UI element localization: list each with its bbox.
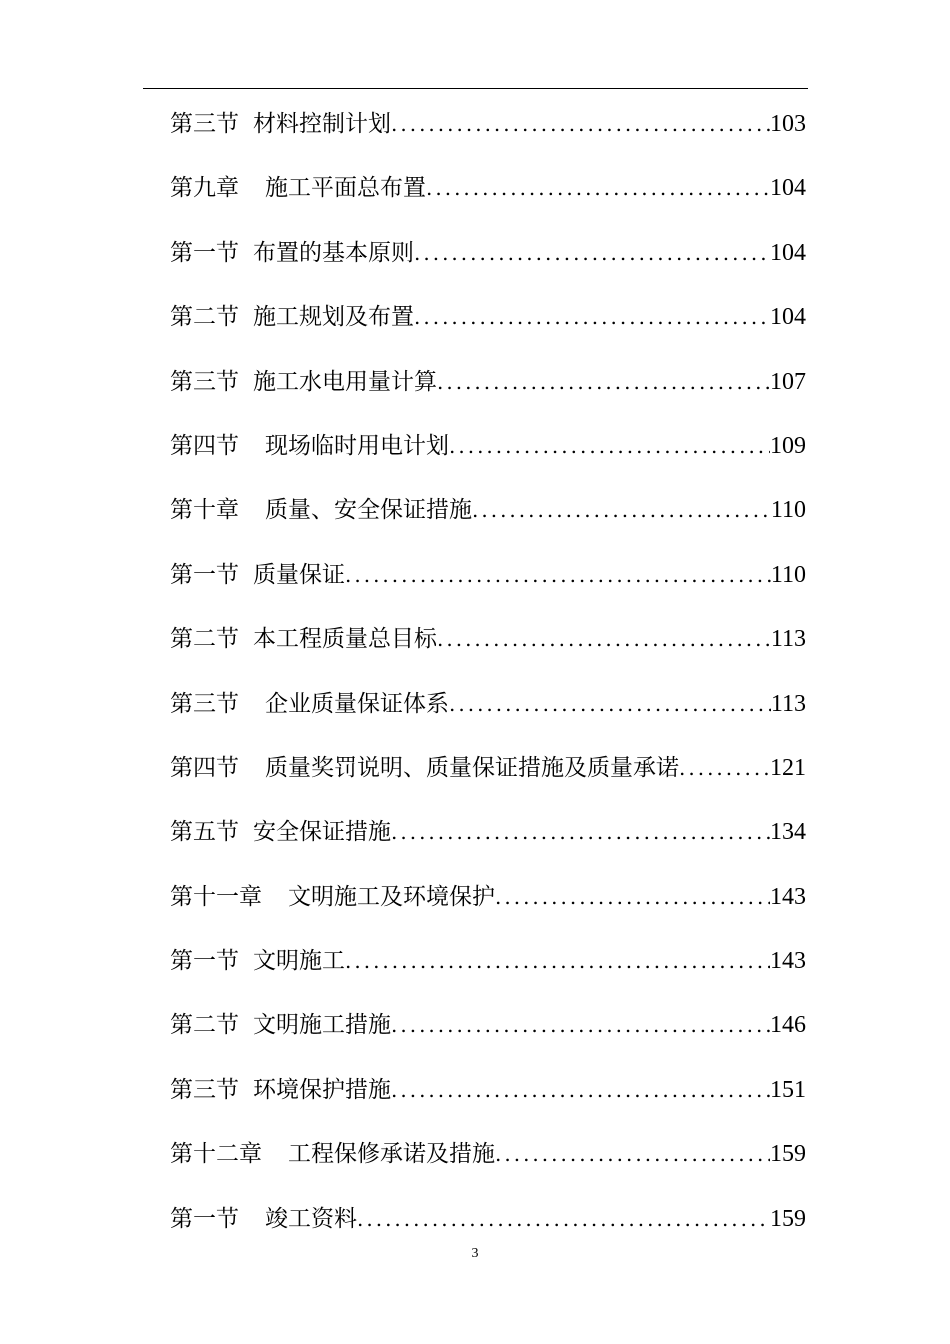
toc-dot-leader bbox=[472, 484, 771, 536]
toc-entry-title: 环境保护措施 bbox=[253, 1076, 391, 1103]
toc-entry-title: 材料控制计划 bbox=[253, 111, 391, 137]
toc-entry-number: 第四节 bbox=[170, 432, 239, 459]
toc-entry-page: 103 bbox=[770, 111, 806, 137]
toc-entry-page: 121 bbox=[770, 754, 806, 781]
toc-entry[interactable] bbox=[170, 291, 806, 355]
toc-entry-number: 第一节 bbox=[170, 561, 239, 588]
toc-dot-leader bbox=[345, 549, 771, 601]
toc-entry-page: 146 bbox=[770, 1012, 806, 1039]
toc-entry[interactable] bbox=[170, 999, 806, 1063]
toc-entry-number: 第一节 bbox=[170, 1205, 239, 1232]
toc-entry-title: 本工程质量总目标 bbox=[253, 626, 437, 653]
toc-entry-title: 企业质量保证体系 bbox=[265, 690, 449, 717]
toc-entry-number: 第一节 bbox=[170, 948, 239, 975]
toc-entry-title: 布置的基本原则 bbox=[253, 239, 414, 266]
toc-entry[interactable] bbox=[170, 356, 806, 420]
toc-entry-title: 施工规划及布置 bbox=[253, 304, 414, 331]
toc-entry-title: 施工平面总布置 bbox=[265, 175, 426, 202]
toc-entry-title: 文明施工及环境保护 bbox=[288, 883, 495, 910]
toc-entry-page: 110 bbox=[770, 497, 806, 524]
toc-entry-page: 104 bbox=[770, 175, 806, 202]
toc-entry-page: 104 bbox=[770, 304, 806, 331]
toc-entry[interactable] bbox=[170, 420, 806, 484]
toc-entry-number: 第十一章 bbox=[170, 883, 262, 910]
toc-entry[interactable] bbox=[170, 871, 806, 935]
toc-entry-page: 113 bbox=[770, 626, 806, 653]
toc-entry-title: 施工水电用量计算 bbox=[253, 368, 437, 395]
toc-entry-title: 文明施工 bbox=[253, 948, 345, 975]
toc-entry-number: 第三节 bbox=[170, 368, 239, 395]
toc-entry[interactable] bbox=[170, 678, 806, 742]
toc-entry[interactable] bbox=[170, 935, 806, 999]
toc-entry-title: 质量、安全保证措施 bbox=[265, 497, 472, 524]
table-of-contents bbox=[170, 98, 806, 1257]
toc-entry-page: 159 bbox=[770, 1141, 806, 1168]
toc-entry-title: 安全保证措施 bbox=[253, 819, 391, 846]
toc-dot-leader bbox=[391, 999, 770, 1051]
toc-entry-number: 第二节 bbox=[170, 304, 239, 331]
toc-entry[interactable] bbox=[170, 549, 806, 613]
toc-dot-leader bbox=[679, 742, 770, 794]
page-number: 3 bbox=[471, 1246, 479, 1261]
toc-dot-leader bbox=[426, 162, 770, 214]
toc-dot-leader bbox=[495, 871, 770, 923]
toc-dot-leader bbox=[437, 356, 770, 408]
toc-entry-page: 159 bbox=[770, 1205, 806, 1232]
toc-dot-leader bbox=[437, 613, 771, 665]
toc-entry[interactable] bbox=[170, 742, 806, 806]
toc-entry-title: 质量保证 bbox=[253, 561, 345, 588]
toc-entry-page: 104 bbox=[770, 239, 806, 266]
toc-entry-number: 第十二章 bbox=[170, 1141, 262, 1168]
toc-entry-number: 第一节 bbox=[170, 239, 239, 266]
toc-entry-page: 113 bbox=[770, 690, 806, 717]
toc-entry-page: 110 bbox=[770, 561, 806, 588]
toc-entry-page: 151 bbox=[770, 1076, 806, 1103]
toc-entry-title: 文明施工措施 bbox=[253, 1012, 391, 1039]
toc-entry[interactable] bbox=[170, 227, 806, 291]
toc-entry-page: 109 bbox=[770, 432, 806, 459]
toc-entry-number: 第十章 bbox=[170, 497, 239, 524]
header-rule bbox=[143, 88, 808, 89]
toc-entry[interactable] bbox=[170, 98, 806, 162]
toc-entry[interactable] bbox=[170, 1064, 806, 1128]
toc-entry-title: 竣工资料 bbox=[265, 1205, 357, 1232]
toc-entry[interactable] bbox=[170, 613, 806, 677]
toc-dot-leader bbox=[449, 678, 771, 730]
toc-dot-leader bbox=[391, 1064, 770, 1116]
toc-entry-title: 质量奖罚说明、质量保证措施及质量承诺 bbox=[265, 754, 679, 781]
toc-dot-leader bbox=[391, 806, 770, 858]
toc-entry-page: 107 bbox=[770, 368, 806, 395]
toc-dot-leader bbox=[391, 98, 770, 150]
toc-entry-number: 第三节 bbox=[170, 690, 239, 717]
toc-entry[interactable] bbox=[170, 162, 806, 226]
toc-dot-leader bbox=[414, 227, 770, 279]
toc-entry-page: 134 bbox=[770, 819, 806, 846]
toc-entry-number: 第九章 bbox=[170, 175, 239, 202]
toc-entry-number: 第四节 bbox=[170, 754, 239, 781]
toc-entry-page: 143 bbox=[770, 883, 806, 910]
toc-dot-leader bbox=[449, 420, 770, 472]
toc-entry-number: 第二节 bbox=[170, 1012, 239, 1039]
toc-dot-leader bbox=[345, 935, 770, 987]
toc-dot-leader bbox=[414, 291, 770, 343]
toc-entry-page: 143 bbox=[770, 948, 806, 975]
toc-entry[interactable] bbox=[170, 806, 806, 870]
toc-entry-number: 第三节 bbox=[170, 111, 239, 137]
toc-entry[interactable] bbox=[170, 484, 806, 548]
toc-entry-number: 第二节 bbox=[170, 626, 239, 653]
toc-entry-title: 工程保修承诺及措施 bbox=[288, 1141, 495, 1168]
toc-entry-title: 现场临时用电计划 bbox=[265, 432, 449, 459]
toc-entry-number: 第三节 bbox=[170, 1076, 239, 1103]
toc-dot-leader bbox=[495, 1128, 770, 1180]
toc-entry[interactable] bbox=[170, 1128, 806, 1192]
toc-dot-leader bbox=[357, 1193, 770, 1245]
toc-entry-number: 第五节 bbox=[170, 819, 239, 846]
